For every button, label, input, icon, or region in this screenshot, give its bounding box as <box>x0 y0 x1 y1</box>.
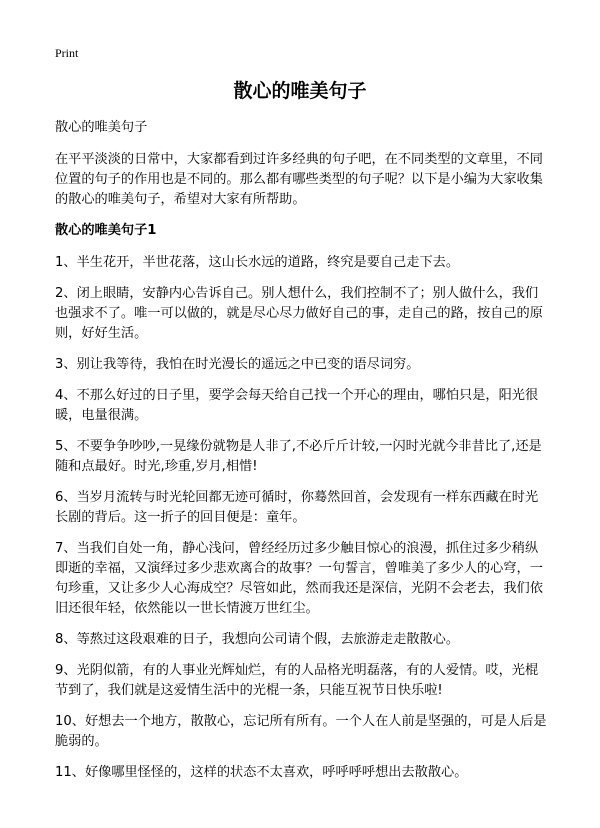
list-item: 11、好像哪里怪怪的，这样的状态不太喜欢，呼呼呼呼想出去散散心。 <box>55 765 468 780</box>
intro-paragraph: 在平平淡淡的日常中，大家都看到过许多经典的句子吧，在不同类型的文章里，不同位置的句子的作用也是不同的。那么都有哪些类型的句子呢？以下是小编为大家收集的散心的唯美句子，希望对大家有所帮助。 <box>55 152 543 207</box>
article-body <box>55 118 548 794</box>
list-item: 2、闭上眼睛，安静内心告诉自己。别人想什么，我们控制不了；别人做什么，我们也强求不了。唯一可以做的，就是尽心尽力做好自己的事，走自己的路，按自己的原则，好好生活。 <box>55 286 543 341</box>
print-link[interactable]: Print <box>55 46 79 60</box>
article-subtitle: 散心的唯美句子 <box>55 120 148 135</box>
list-item: 7、当我们自处一角，静心浅问，曾经经历过多少触目惊心的浪漫，抓住过多少稍纵即逝的幸福，又演绎过多少悲欢离合的故事？一句誓言，曾唯美了多少人的心穹，一句珍重，又让多少人心海成空？尽管如此，然而我还是深信，光阴不会老去，我们依旧还很年轻，依然能以一世长情渡万世红尘。 <box>55 541 543 616</box>
list-item: 9、光阴似箭，有的人事业光辉灿烂，有的人品格光明磊落，有的人爱情。哎，光棍节到了，我们就是这爱情生活中的光棍一条，只能互祝节日快乐啦! <box>55 663 539 698</box>
list-item: 3、别让我等待，我怕在时光漫长的遥远之中已变的语尽词穷。 <box>55 357 420 372</box>
list-item: 4、不那么好过的日子里，要学会每天给自己找一个开心的理由，哪怕只是，阳光很暖，电量很满。 <box>55 388 539 423</box>
list-item: 8、等熬过这段艰难的日子，我想向公司请个假，去旅游走走散散心。 <box>55 632 460 647</box>
list-item: 10、好想去一个地方，散散心，忘记所有所有。一个人在人前是坚强的，可是人后是脆弱的。 <box>55 714 547 749</box>
page-title: 散心的唯美句子 <box>233 80 367 102</box>
list-item: 6、当岁月流转与时光轮回都无迹可循时，你蓦然回首，会发现有一样东西藏在时光长剧的背后。这一折子的回目便是：童年。 <box>55 490 539 525</box>
list-item: 5、不要争争吵吵,一晃缘份就物是人非了,不必斤斤计较,一闪时光就今非昔比了,还是随和点最好。时光,珍重,岁月,相惜! <box>55 439 542 474</box>
section-heading: 散心的唯美句子1 <box>55 223 157 238</box>
list-item: 1、半生花开，半世花落，这山长水远的道路，终究是要自己走下去。 <box>55 255 460 270</box>
